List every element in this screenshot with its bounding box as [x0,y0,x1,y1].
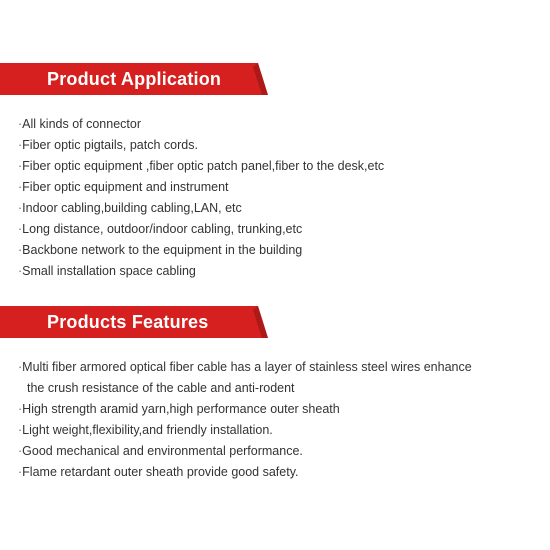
list-item: ·Fiber optic pigtails, patch cords. [18,138,198,152]
list-item: ·Flame retardant outer sheath provide good safety. [18,465,299,479]
list-item: ·Light weight,flexibility,and friendly installation. [18,423,273,437]
list-item: ·Long distance, outdoor/indoor cabling, trunking,etc [18,222,303,236]
products-features-banner [0,306,268,338]
list-item-continuation: the crush resistance of the cable and anti-rodent [27,381,295,395]
list-item: ·Multi fiber armored optical fiber cable has a layer of stainless steel wires enhance [18,360,472,374]
list-item: ·Fiber optic equipment ,fiber optic patch panel,fiber to the desk,etc [18,159,385,173]
application-list [18,114,384,282]
features-list [18,357,472,483]
list-item: ·Indoor cabling,building cabling,LAN, etc [18,201,242,215]
list-item: ·Good mechanical and environmental performance. [18,444,303,458]
list-item: ·All kinds of connector [18,117,141,131]
list-item: ·Backbone network to the equipment in the building [18,243,303,257]
list-item: ·High strength aramid yarn,high performance outer sheath [18,402,340,416]
product-application-banner [0,63,268,95]
section-title: Product Application [47,69,222,89]
list-item: ·Fiber optic equipment and instrument [18,180,229,194]
section-title: Products Features [47,312,209,332]
list-item: ·Small installation space cabling [18,264,196,278]
